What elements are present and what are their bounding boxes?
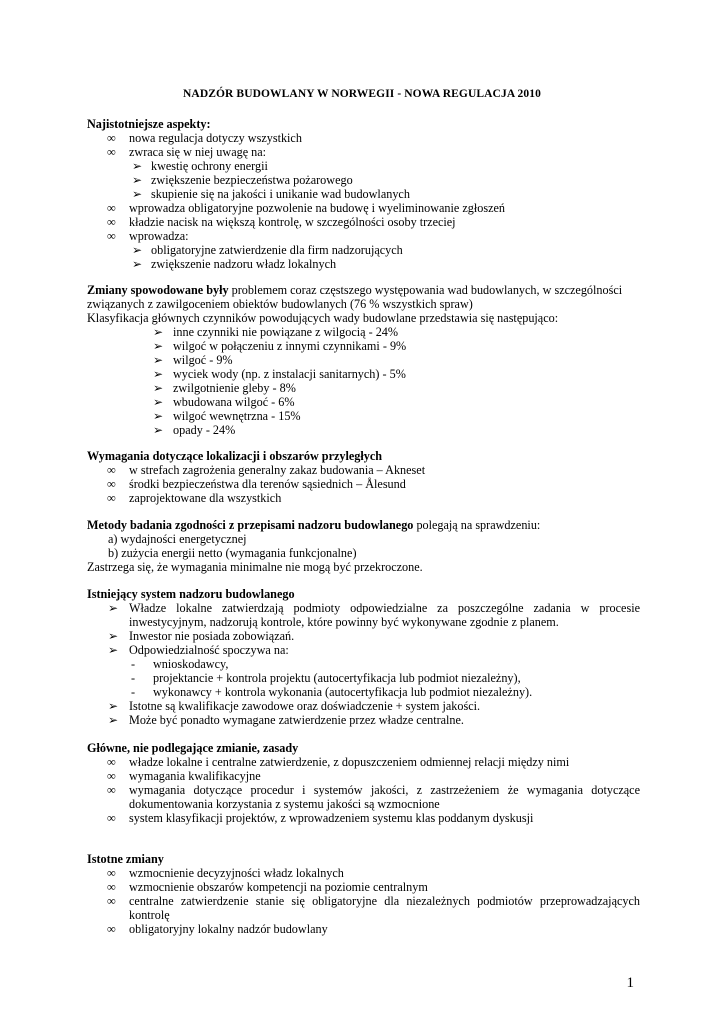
list-item: kładzie nacisk na większą kontrolę, w szczególności osoby trzeciej xyxy=(129,215,456,229)
section-unchanged-principles xyxy=(87,741,640,825)
arrow-bullet-icon: ➢ xyxy=(153,381,164,395)
section-heading: Wymagania dotyczące lokalizacji i obszarów przyległych xyxy=(87,449,383,463)
list-item: wnioskodawcy, xyxy=(153,657,229,671)
list-item: zwilgotnienie gleby - 8% xyxy=(173,381,296,395)
infinity-bullet-icon: ∞ xyxy=(107,755,116,769)
infinity-bullet-icon: ∞ xyxy=(107,215,116,229)
infinity-bullet-icon: ∞ xyxy=(107,894,116,908)
dash-bullet-icon: - xyxy=(131,657,136,671)
arrow-bullet-icon: ➢ xyxy=(153,423,164,437)
infinity-bullet-icon: ∞ xyxy=(107,811,116,825)
arrow-bullet-icon: ➢ xyxy=(108,713,119,727)
list-item: zwiększenie bezpieczeństwa pożarowego xyxy=(151,173,353,187)
infinity-bullet-icon: ∞ xyxy=(107,145,116,159)
paragraph-lead: Metody badania zgodności z przepisami nadzoru budowlanego xyxy=(87,518,414,532)
list-item: zaprojektowane dla wszystkich xyxy=(129,491,282,505)
list-item: zwraca się w niej uwagę na: xyxy=(129,145,267,159)
arrow-bullet-icon: ➢ xyxy=(153,395,164,409)
list-item: zwiększenie nadzoru władz lokalnych xyxy=(151,257,337,271)
infinity-bullet-icon: ∞ xyxy=(107,922,116,936)
list-item: projektancie + kontrola projektu (autocertyfikacja lub podmiot niezależny), xyxy=(153,671,521,685)
arrow-bullet-icon: ➢ xyxy=(132,257,143,271)
infinity-bullet-icon: ∞ xyxy=(107,463,116,477)
list-item: w strefach zagrożenia generalny zakaz budowania – Akneset xyxy=(129,463,426,477)
section-methods xyxy=(87,518,640,574)
arrow-bullet-icon: ➢ xyxy=(108,629,119,643)
list-item: Odpowiedzialność spoczywa na: xyxy=(129,643,289,657)
arrow-bullet-icon: ➢ xyxy=(132,187,143,201)
dash-bullet-icon: - xyxy=(131,671,136,685)
infinity-bullet-icon: ∞ xyxy=(107,880,116,894)
paragraph-text: problemem coraz częstszego występowania wad budowlanych, w szczególności xyxy=(228,283,623,297)
list-item: wzmocnienie decyzyjności władz lokalnych xyxy=(129,866,344,880)
section-heading: Istniejący system nadzoru budowlanego xyxy=(87,587,295,601)
list-item: Istotne są kwalifikacje zawodowe oraz doświadczenie + system jakości. xyxy=(129,699,481,713)
arrow-bullet-icon: ➢ xyxy=(153,353,164,367)
dash-bullet-icon: - xyxy=(131,685,136,699)
paragraph-text: Zastrzega się, że wymagania minimalne nie mogą być przekroczone. xyxy=(87,560,423,574)
arrow-bullet-icon: ➢ xyxy=(132,243,143,257)
infinity-bullet-icon: ∞ xyxy=(107,769,116,783)
list-item: wymagania kwalifikacyjne xyxy=(129,769,261,783)
list-item: władze lokalne i centralne zatwierdzenie, z dopuszczeniem odmiennej relacji między nimi xyxy=(129,755,570,769)
list-item: wilgoć w połączeniu z innymi czynnikami - 9% xyxy=(173,339,407,353)
list-item: wprowadza: xyxy=(129,229,189,243)
section-causes xyxy=(87,283,640,437)
paragraph-text: związanych z zawilgoceniem obiektów budowlanych (76 % wszystkich spraw) xyxy=(87,297,473,311)
section-key-aspects xyxy=(87,117,640,271)
infinity-bullet-icon: ∞ xyxy=(107,491,116,505)
list-item: Może być ponadto wymagane zatwierdzenie przez władze centralne. xyxy=(129,713,464,727)
arrow-bullet-icon: ➢ xyxy=(153,339,164,353)
list-item: wzmocnienie obszarów kompetencji na poziomie centralnym xyxy=(129,880,428,894)
arrow-bullet-icon: ➢ xyxy=(108,643,119,657)
list-item: system klasyfikacji projektów, z wprowadzeniem systemu klas poddanym dyskusji xyxy=(129,811,534,825)
infinity-bullet-icon: ∞ xyxy=(107,131,116,145)
section-heading: Główne, nie podlegające zmianie, zasady xyxy=(87,741,299,755)
section-heading: Istotne zmiany xyxy=(87,852,164,866)
list-item: wbudowana wilgoć - 6% xyxy=(173,395,295,409)
arrow-bullet-icon: ➢ xyxy=(132,173,143,187)
document-title: NADZÓR BUDOWLANY W NORWEGII - NOWA REGULACJA 2010 xyxy=(183,88,541,100)
paragraph-text: polegają na sprawdzeniu: xyxy=(413,518,541,532)
list-item: obligatoryjny lokalny nadzór budowlany xyxy=(129,922,328,936)
infinity-bullet-icon: ∞ xyxy=(107,783,116,797)
list-item: Inwestor nie posiada zobowiązań. xyxy=(129,629,295,643)
arrow-bullet-icon: ➢ xyxy=(132,159,143,173)
paragraph-lead: Zmiany spowodowane były xyxy=(87,283,229,297)
section-existing-system xyxy=(87,587,640,727)
page-number: 1 xyxy=(626,975,634,991)
list-item: centralne zatwierdzenie stanie się obligatoryjne dla niezależnych podmiotów przeprowadzających kontrolę xyxy=(129,894,640,922)
list-item: opady - 24% xyxy=(173,423,236,437)
infinity-bullet-icon: ∞ xyxy=(107,201,116,215)
list-item: wprowadza obligatoryjne pozwolenie na budowę i wyeliminowanie zgłoszeń xyxy=(129,201,506,215)
list-item: a) wydajności energetycznej xyxy=(108,532,247,546)
list-item: środki bezpieczeństwa dla terenów sąsiednich – Ålesund xyxy=(129,477,406,491)
arrow-bullet-icon: ➢ xyxy=(108,601,119,615)
section-key-changes xyxy=(87,852,640,936)
list-item: obligatoryjne zatwierdzenie dla firm nadzorujących xyxy=(151,243,403,257)
list-item: wilgoć - 9% xyxy=(173,353,233,367)
arrow-bullet-icon: ➢ xyxy=(153,325,164,339)
list-item: wyciek wody (np. z instalacji sanitarnych) - 5% xyxy=(173,367,406,381)
list-item: wilgoć wewnętrzna - 15% xyxy=(173,409,301,423)
list-item: nowa regulacja dotyczy wszystkich xyxy=(129,131,302,145)
infinity-bullet-icon: ∞ xyxy=(107,866,116,880)
infinity-bullet-icon: ∞ xyxy=(107,477,116,491)
arrow-bullet-icon: ➢ xyxy=(153,409,164,423)
arrow-bullet-icon: ➢ xyxy=(153,367,164,381)
section-heading: Najistotniejsze aspekty: xyxy=(87,117,211,131)
list-item: Władze lokalne zatwierdzają podmioty odpowiedzialne za poszczególne zadania w procesie inwestycyjnym, nadzorują kontrole, które powinny być wykonywane zgodnie z planem. xyxy=(129,601,640,629)
list-item: skupienie się na jakości i unikanie wad budowlanych xyxy=(151,187,410,201)
list-item: inne czynniki nie powiązane z wilgocią - 24% xyxy=(173,325,399,339)
paragraph-text: Klasyfikacja głównych czynników powodujących wady budowlane przedstawia się następująco: xyxy=(87,311,559,325)
list-item: wykonawcy + kontrola wykonania (autocertyfikacja lub podmiot niezależny). xyxy=(153,685,533,699)
list-item: b) zużycia energii netto (wymagania funkcjonalne) xyxy=(108,546,357,560)
list-item: kwestię ochrony energii xyxy=(151,159,268,173)
arrow-bullet-icon: ➢ xyxy=(108,699,119,713)
section-location-requirements xyxy=(87,449,640,505)
infinity-bullet-icon: ∞ xyxy=(107,229,116,243)
list-item: wymagania dotyczące procedur i systemów jakości, z zastrzeżeniem że wymagania dotyczące dokumentowania korzystania z systemu jakości są wzmocnione xyxy=(129,783,640,811)
